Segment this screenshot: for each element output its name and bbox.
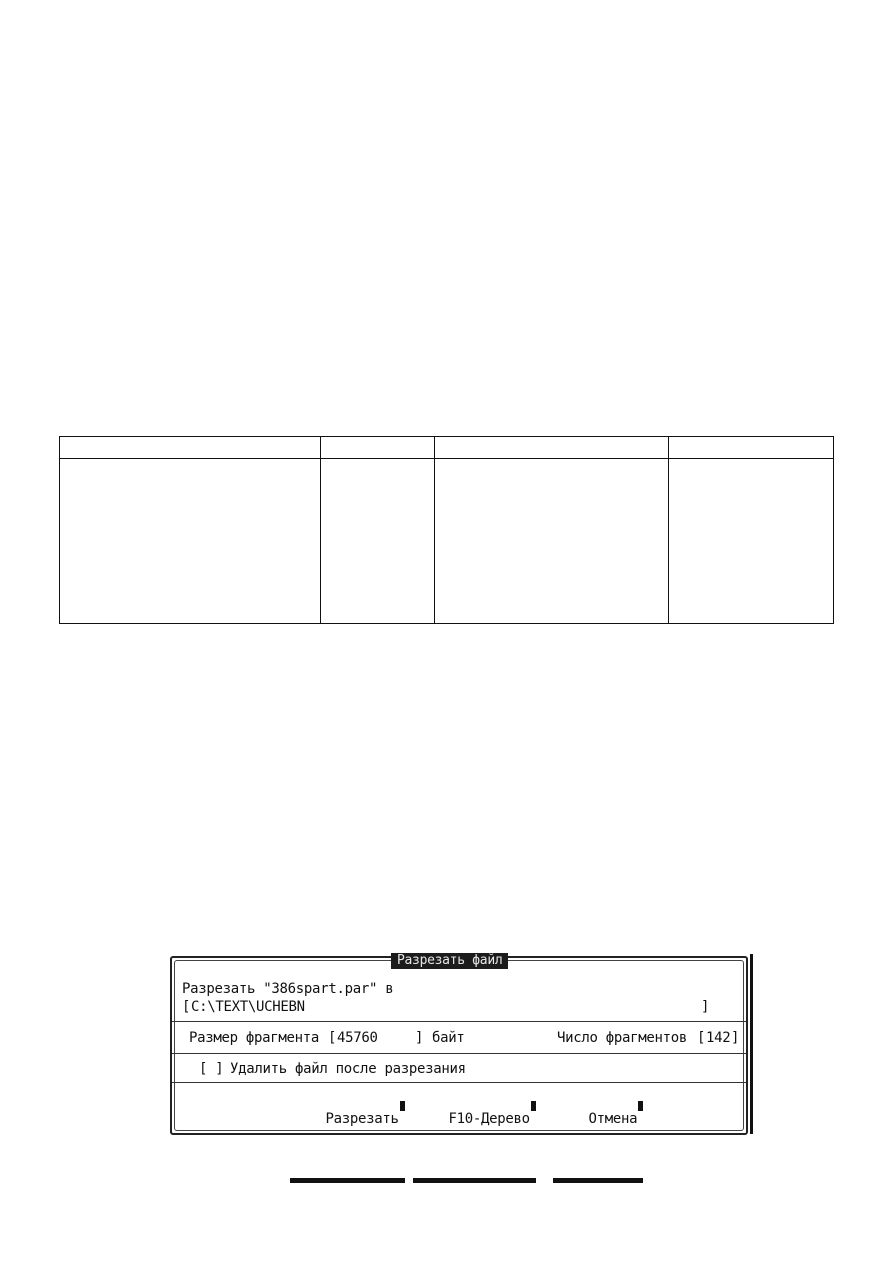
tree-button[interactable] [416,1095,530,1175]
fragment-size-open-bracket: [ [328,1030,337,1046]
split-button[interactable] [293,1095,399,1175]
fragment-count-label: Число фрагментов [557,1030,688,1046]
dialog-title: Разрезать файл [391,953,508,969]
dialog-shadow [750,954,753,1134]
cancel-button-label: Отмена [588,1111,638,1127]
fragment-size-unit: байт [432,1030,465,1046]
dialog-separator [172,1082,746,1083]
tree-button-label: F10-Дерево [448,1111,530,1127]
fragment-count-close-bracket: ] [731,1030,740,1046]
empty-table [59,436,834,624]
path-field-close-bracket: ] [701,999,710,1015]
button-shadow [290,1178,405,1183]
fragment-size-input[interactable]: 45760 [337,1030,378,1046]
split-prompt-label: Разрезать "386spart.par" в [182,981,394,997]
fragment-size-label: Размер фрагмента [189,1030,320,1046]
delete-after-split-label: Удалить файл после разрезания [230,1061,466,1077]
fragment-count-open-bracket: [ [697,1030,706,1046]
button-shadow [531,1101,536,1111]
delete-after-split-checkbox[interactable]: [ ] [199,1061,224,1077]
table-column-divider [434,437,435,623]
dialog-separator [172,1021,746,1022]
split-button-label: Разрезать [325,1111,399,1127]
button-shadow [413,1178,536,1183]
fragment-size-close-bracket: ] [415,1030,424,1046]
dialog-separator [172,1053,746,1054]
table-column-divider [320,437,321,623]
button-shadow [553,1178,643,1183]
destination-path-input[interactable]: C:\TEXT\UCHEBN [191,999,305,1015]
split-file-dialog [170,953,748,1135]
fragment-count-input[interactable]: 142 [706,1030,731,1046]
cancel-button[interactable] [556,1095,637,1175]
table-header-divider [60,458,833,459]
table-column-divider [668,437,669,623]
button-shadow [400,1101,405,1111]
button-shadow [638,1101,643,1111]
path-field-open-bracket: [ [182,999,191,1015]
